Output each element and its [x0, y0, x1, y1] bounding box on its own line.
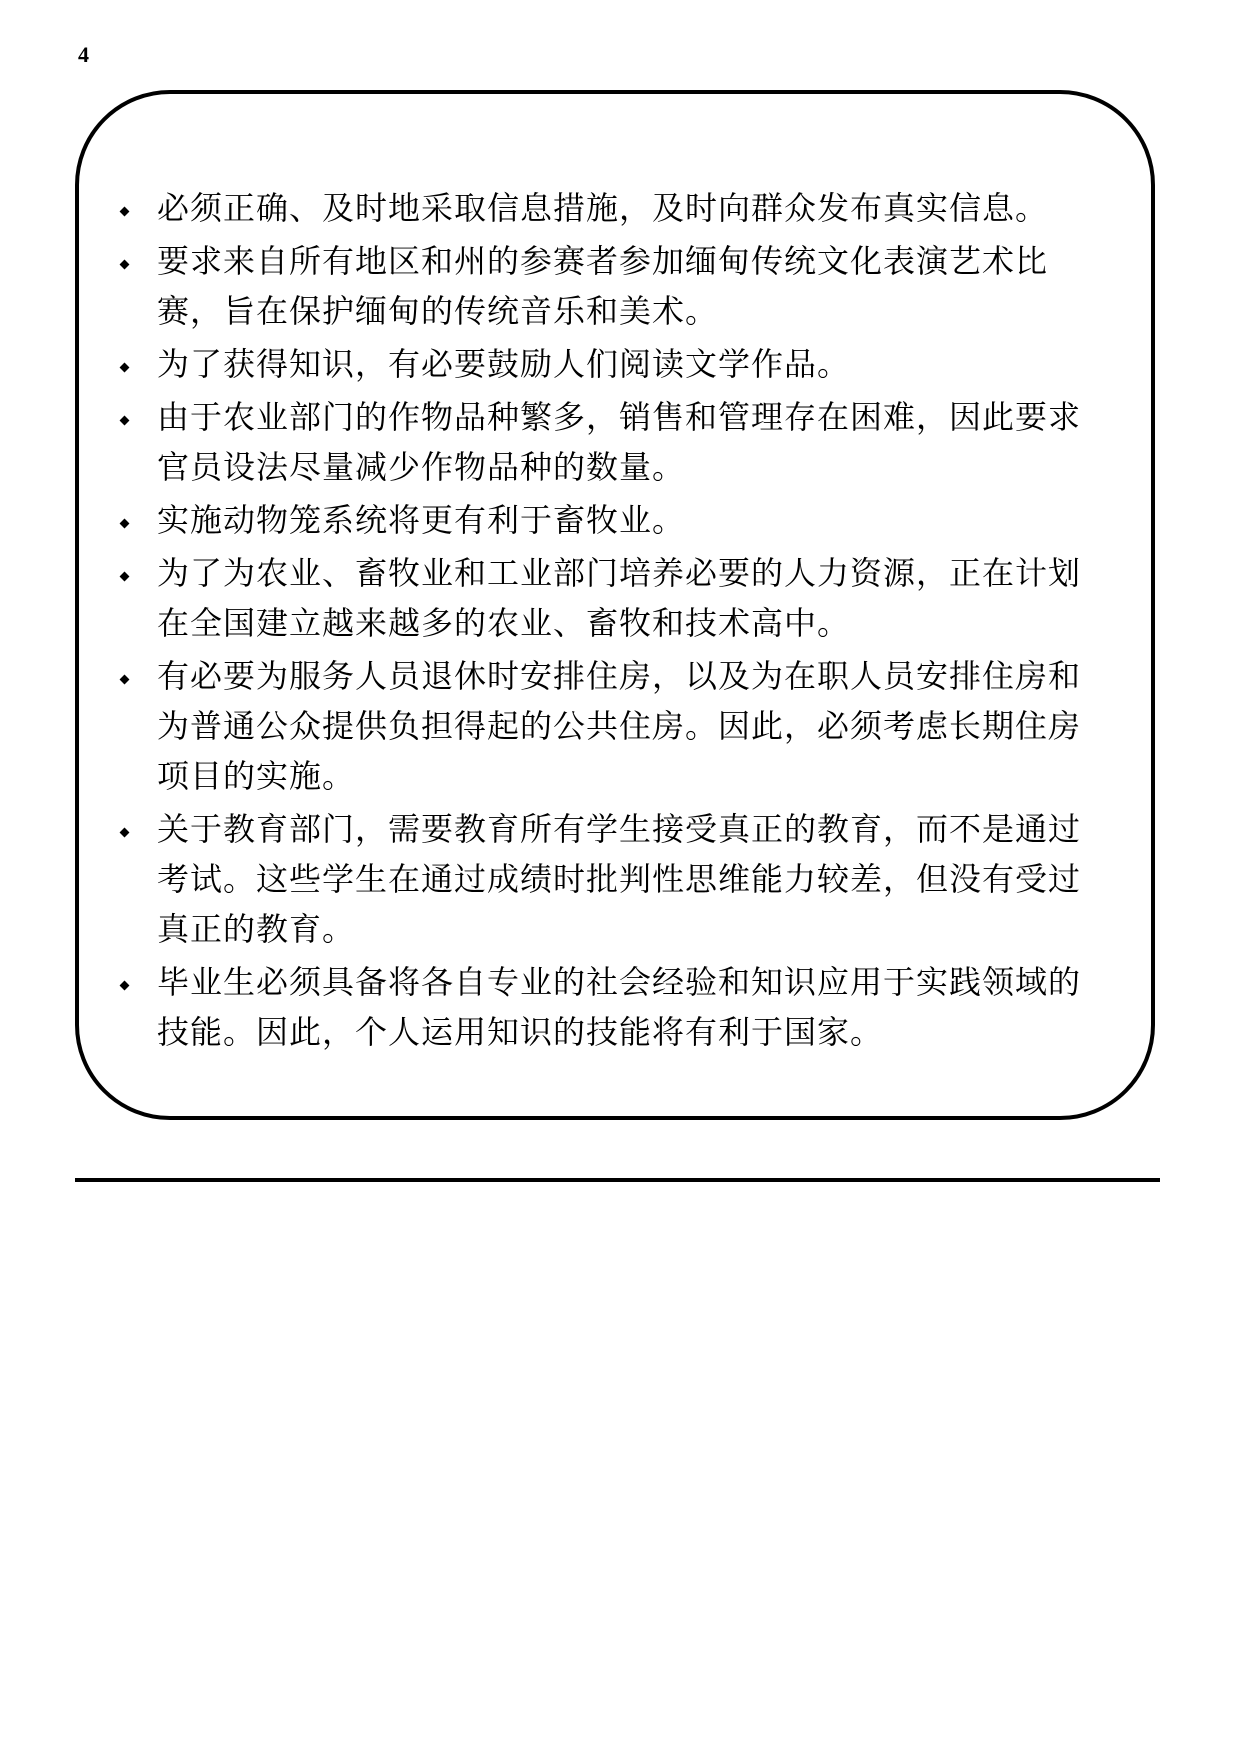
list-item-text: 为了为农业、畜牧业和工业部门培养必要的人力资源，正在计划 在全国建立越来越多的农业、畜牧和技术高中。 — [157, 554, 1082, 642]
list-item — [115, 339, 1135, 389]
list-item — [115, 957, 1135, 1057]
diamond-bullet-icon — [120, 572, 130, 582]
diamond-bullet-icon — [120, 675, 130, 685]
list-item-text: 必须正确、及时地采取信息措施，及时向群众发布真实信息。 — [157, 189, 1049, 227]
diamond-bullet-icon — [120, 260, 130, 270]
diamond-bullet-icon — [120, 828, 130, 838]
list-item-text: 实施动物笼系统将更有利于畜牧业。 — [157, 501, 686, 539]
list-item-text: 由于农业部门的作物品种繁多，销售和管理存在困难，因此要求 官员设法尽量减少作物品种的数量。 — [157, 398, 1082, 486]
bullet-list — [115, 183, 1135, 1060]
list-item-text: 有必要为服务人员退休时安排住房，以及为在职人员安排住房和 为普通公众提供负担得起的公共住房。因此，必须考虑长期住房 项目的实施。 — [157, 657, 1082, 795]
list-item-text: 要求来自所有地区和州的参赛者参加缅甸传统文化表演艺术比 赛，旨在保护缅甸的传统音乐和美术。 — [157, 242, 1049, 330]
list-item-text: 为了获得知识，有必要鼓励人们阅读文学作品。 — [157, 345, 851, 383]
diamond-bullet-icon — [120, 981, 130, 991]
list-item — [115, 392, 1135, 492]
list-item-text: 关于教育部门，需要教育所有学生接受真正的教育，而不是通过 考试。这些学生在通过成绩时批判性思维能力较差，但没有受过 真正的教育。 — [157, 810, 1082, 948]
diamond-bullet-icon — [120, 519, 130, 529]
diamond-bullet-icon — [120, 363, 130, 373]
list-item — [115, 183, 1135, 233]
list-item — [115, 804, 1135, 954]
list-item — [115, 495, 1135, 545]
list-item — [115, 236, 1135, 336]
list-item — [115, 548, 1135, 648]
page-number: 4 — [78, 42, 89, 67]
horizontal-divider — [75, 1178, 1160, 1182]
diamond-bullet-icon — [120, 207, 130, 217]
diamond-bullet-icon — [120, 416, 130, 426]
list-item — [115, 651, 1135, 801]
list-item-text: 毕业生必须具备将各自专业的社会经验和知识应用于实践领域的 技能。因此，个人运用知识的技能将有利于国家。 — [157, 963, 1082, 1051]
